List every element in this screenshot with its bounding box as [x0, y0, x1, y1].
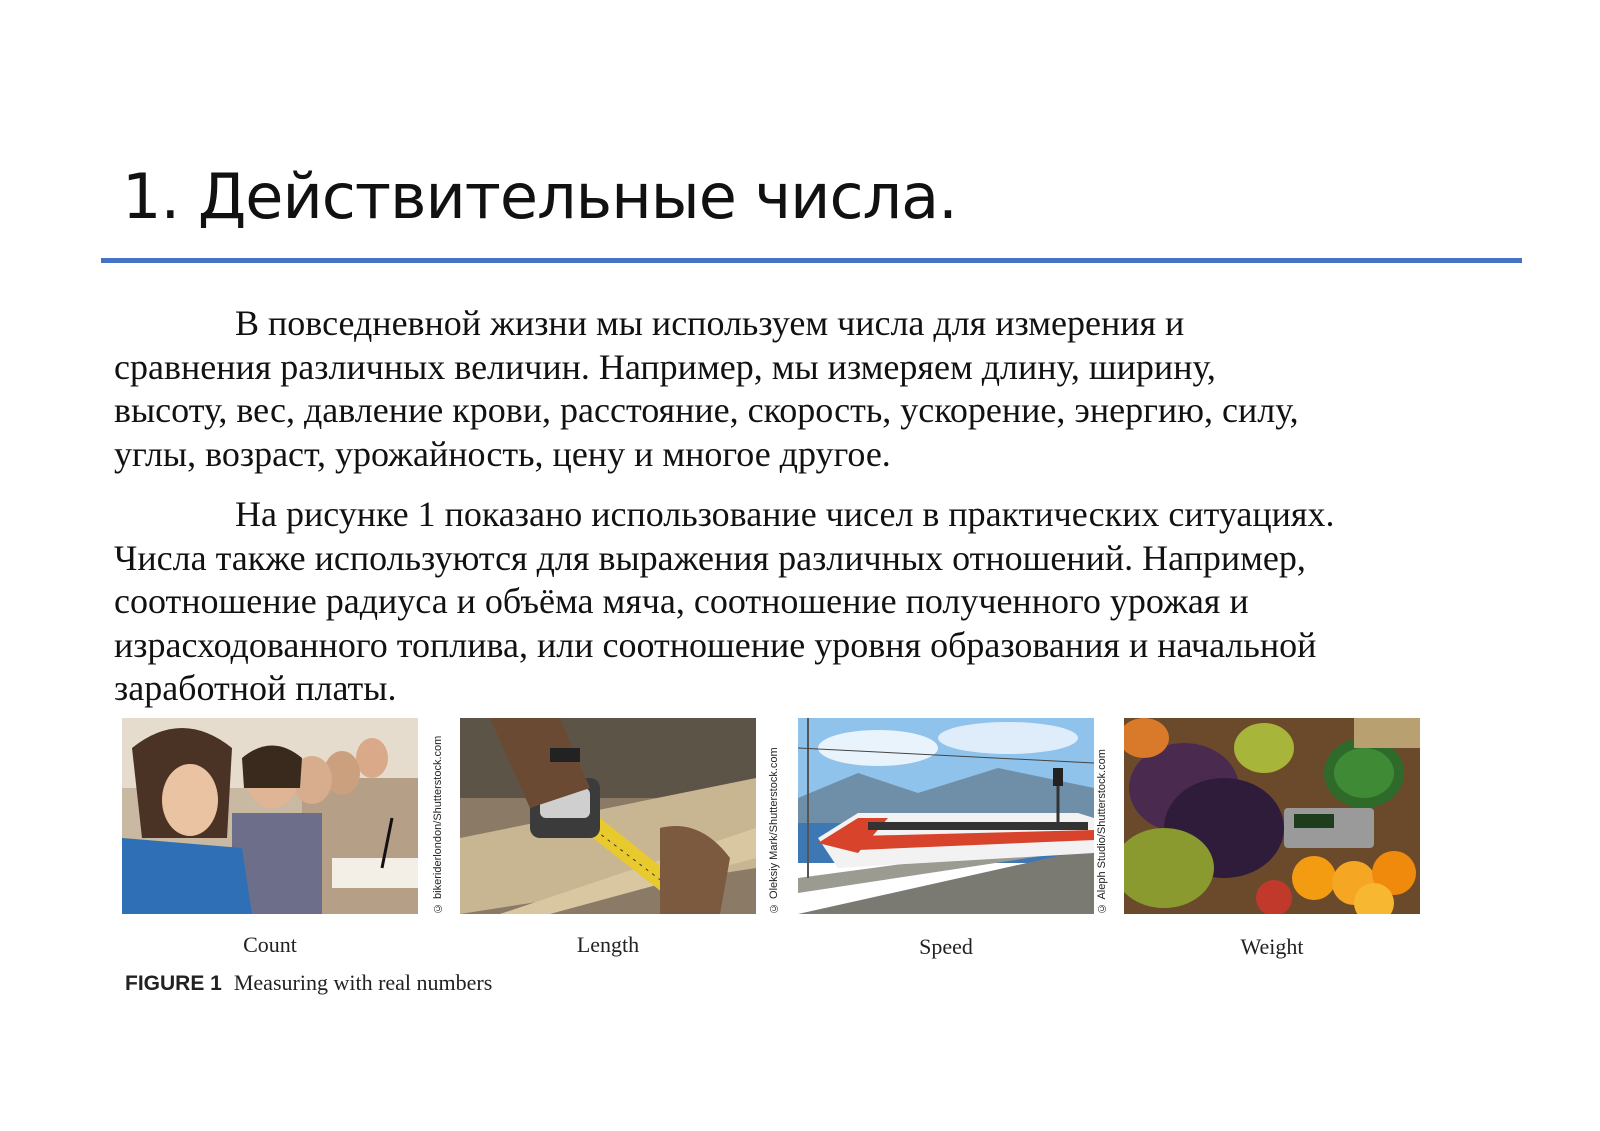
paragraph-2-line-2: Числа также используются для выражения различных отношений. Например, — [114, 537, 1306, 578]
slide-title: 1. Действительные числа. — [122, 160, 957, 233]
paragraph-2-line-5: заработной платы. — [114, 668, 397, 708]
figure-caption-text: Measuring with real numbers — [233, 970, 493, 995]
photo-label-weight: Weight — [1240, 934, 1304, 959]
train-photo — [798, 718, 1094, 914]
paragraph-1-line-4: углы, возраст, урожайность, цену и многое другое. — [114, 433, 891, 474]
figure-1 — [110, 700, 1440, 1000]
measuring-tape-photo — [460, 718, 756, 914]
title-underline — [101, 258, 1522, 263]
photo-label-count: Count — [243, 932, 297, 957]
paragraph-2 — [114, 493, 1514, 711]
paragraph-2-line-3: соотношение радиуса и объёма мяча, соотношение полученного урожая и — [114, 581, 1249, 621]
photo-credit-2: © Oleksiy Mark/Shutterstock.com — [768, 747, 780, 914]
paragraph-2-line-1: На рисунке 1 показано использование чисел в практических ситуациях. — [235, 494, 1335, 534]
fruit-scale-photo — [1124, 718, 1420, 914]
body-text — [114, 302, 1514, 711]
paragraph-1-line-2: сравнения различных величин. Например, мы измеряем длину, ширину, — [114, 346, 1216, 387]
paragraph-1-line-1: В повседневной жизни мы используем числа для измерения и — [235, 303, 1185, 343]
photo-credit-3: © Aleph Studio/Shutterstock.com — [1096, 749, 1108, 914]
paragraph-2-line-4: израсходованного топлива, или соотношение уровня образования и начальной — [114, 624, 1317, 665]
paragraph-1-line-3: высоту, вес, давление крови, расстояние, скорость, ускорение, энергию, силу, — [114, 390, 1299, 430]
photo-label-speed: Speed — [919, 934, 973, 959]
photo-label-length: Length — [576, 932, 640, 957]
students-photo — [122, 718, 418, 914]
paragraph-1 — [114, 302, 1514, 476]
figure-number: FIGURE 1 — [125, 972, 222, 995]
photo-credit-1: © bikeriderlondon/Shutterstock.com — [432, 735, 444, 914]
figure-caption — [125, 970, 492, 996]
